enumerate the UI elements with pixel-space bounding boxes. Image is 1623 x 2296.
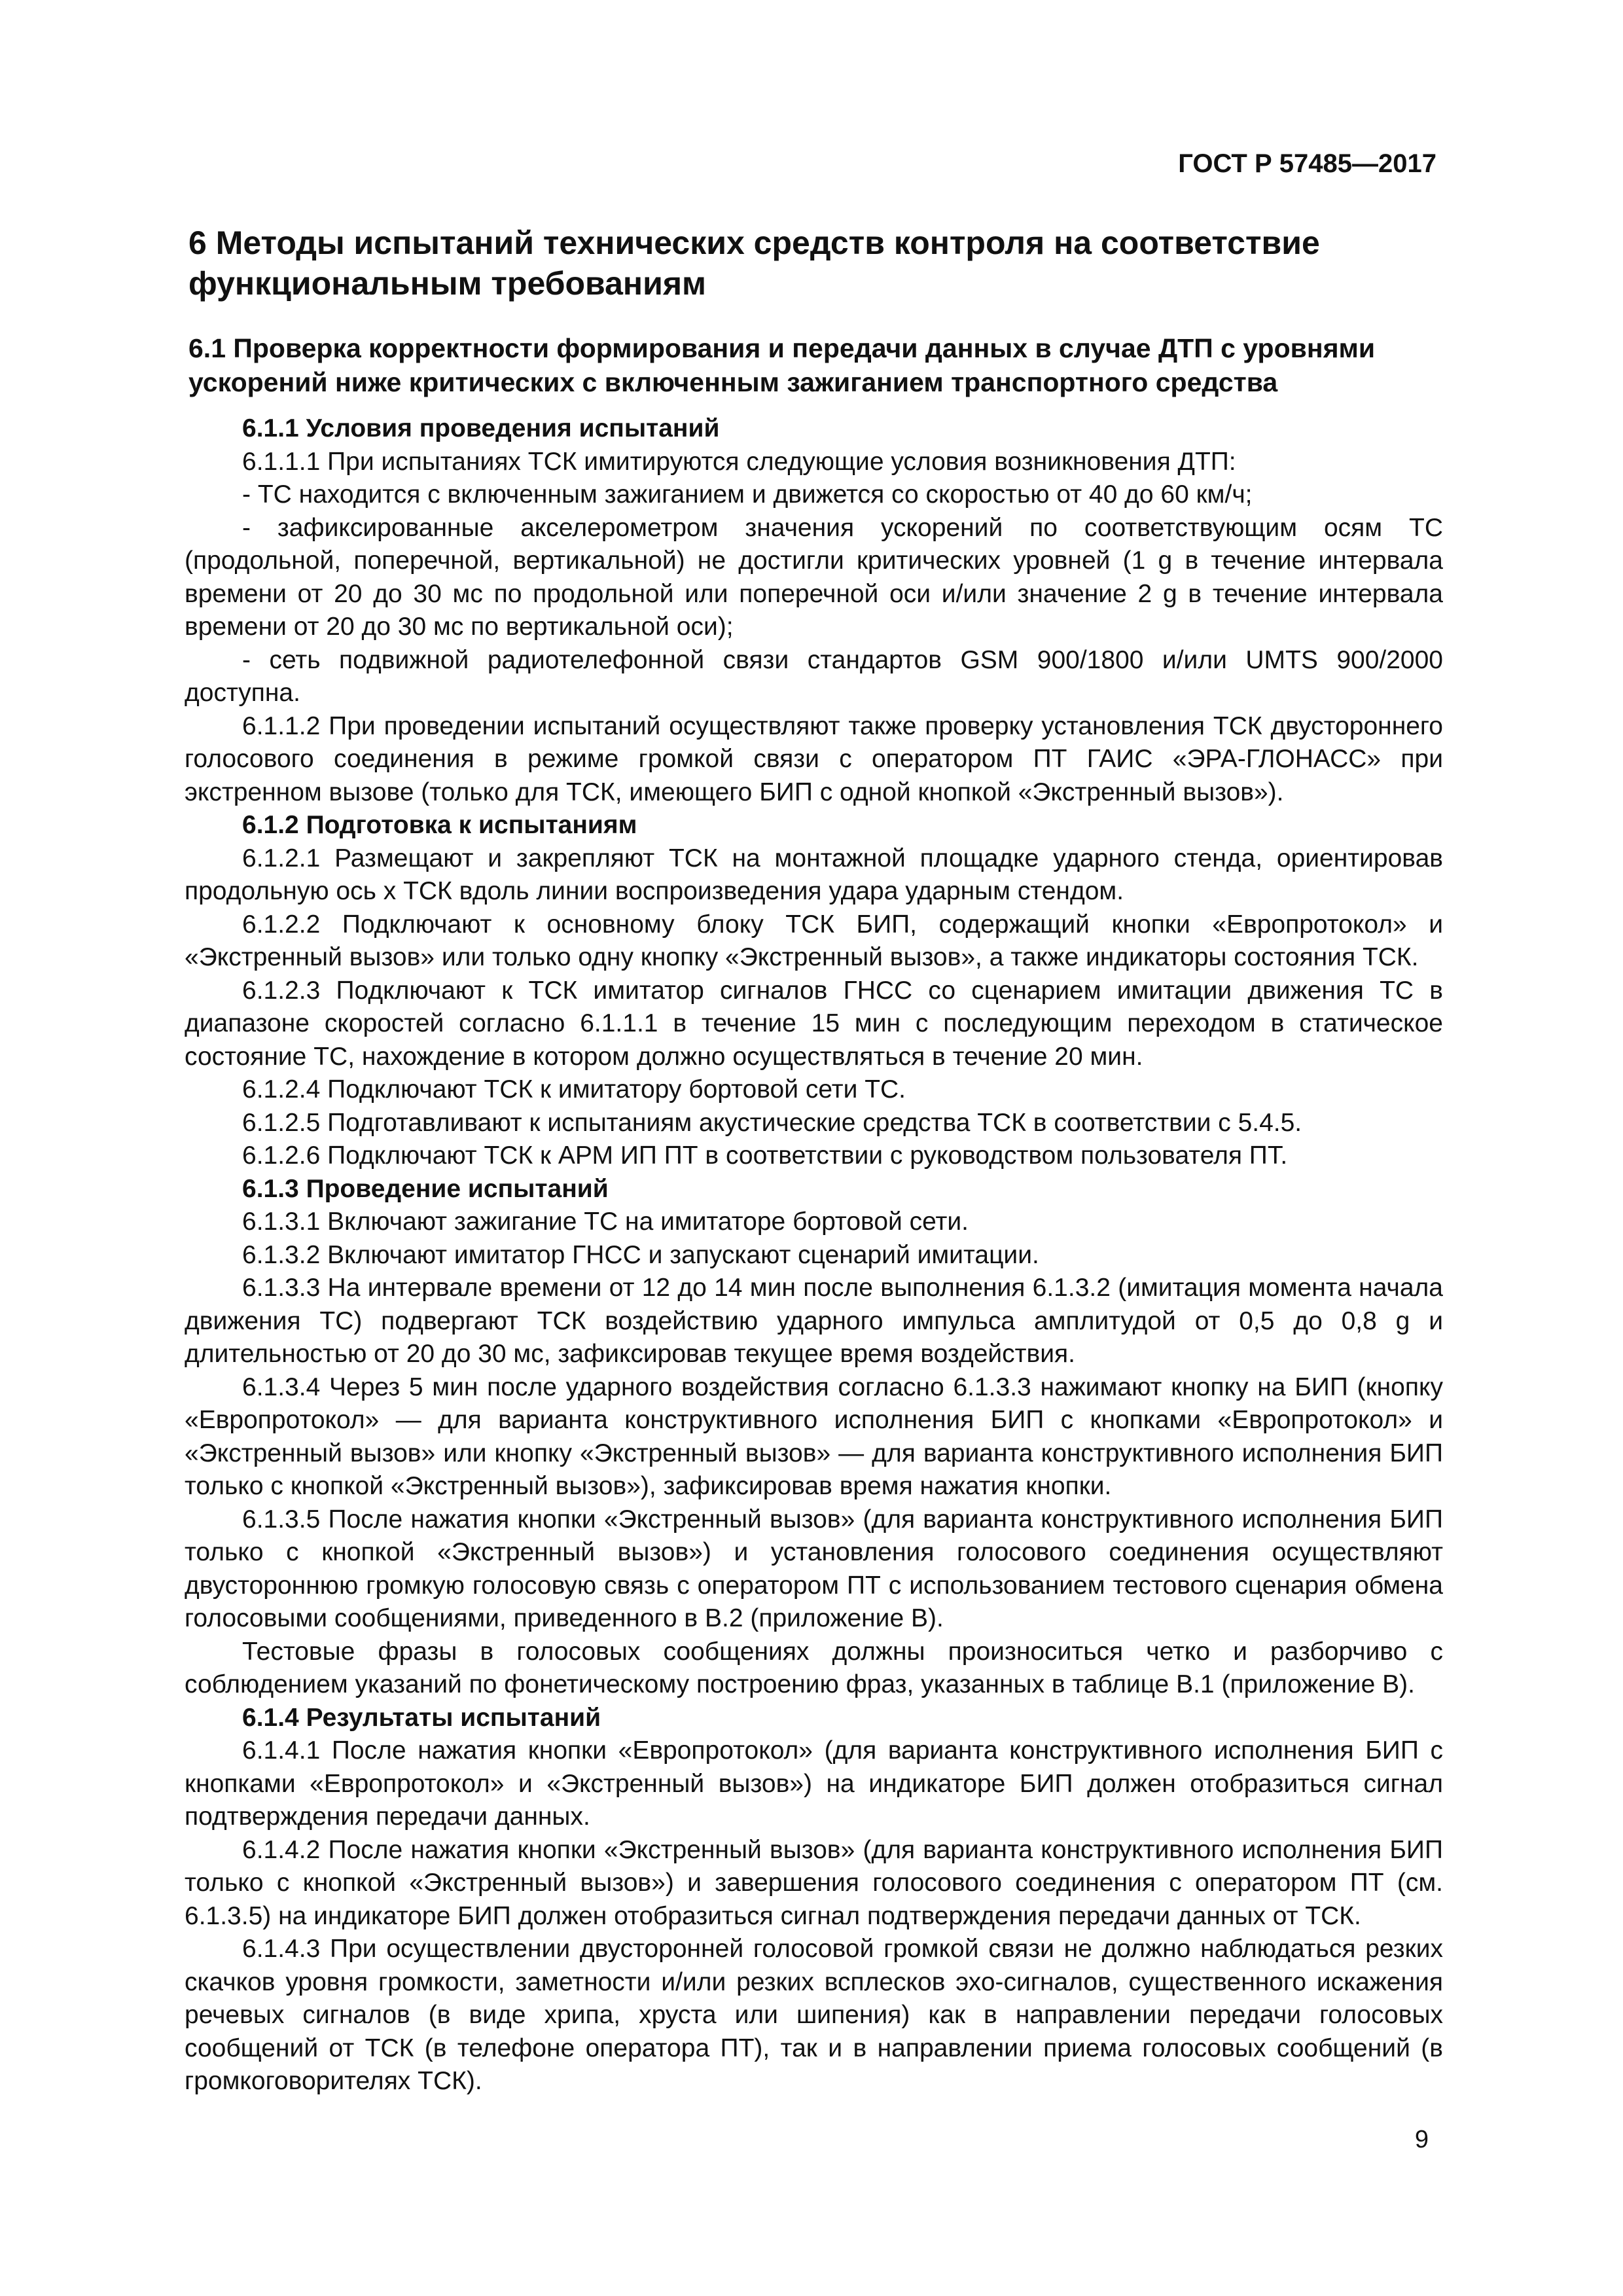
clause-heading: 6.1.4 Результаты испытаний	[242, 1703, 601, 1732]
paragraph: Тестовые фразы в голосовых сообщениях должны произноситься четко и разборчиво с соблюдением указаний по фонетическому построению фраз, указанных в таблице В.1 (приложение В).	[185, 1637, 1443, 1698]
paragraph: 6.1.3.1 Включают зажигание ТС на имитаторе бортовой сети.	[242, 1208, 969, 1236]
paragraph: 6.1.4.3 При осуществлении двусторонней голосовой громкой связи не должно наблюдаться резких скачков уровня громкости, заметности и/или резких всплесков эхо-сигналов, существенного искажения речевых сигналов (в виде хрипа, хруста или шипения) как в направлении передачи голосовых сообщений от ТСК (в телефоне оператора ПТ), так и в направлении приема голосовых сообщений (в громкоговорителях ТСК).	[185, 1935, 1443, 2095]
paragraph: 6.1.2.5 Подготавливают к испытаниям акустические средства ТСК в соответствии с 5.4.5.	[242, 1108, 1302, 1137]
clause-heading: 6.1.1 Условия проведения испытаний	[242, 414, 720, 442]
paragraph: 6.1.2.6 Подключают ТСК к АРМ ИП ПТ в соответствии с руководством пользователя ПТ.	[242, 1141, 1288, 1170]
list-item: - зафиксированные акселерометром значения ускорений по соответствующим осям ТС (продольной, поперечной, вертикальной) не достигли критических уровней (1 g в течение интервала времени от 20 до 30 мс по продольной или поперечной оси и/или значение 2 g в течение интервала времени от 20 до 30 мс по вертикальной оси);	[185, 513, 1443, 641]
paragraph: 6.1.3.3 На интервале времени от 12 до 14 мин после выполнения 6.1.3.2 (имитация момента начала движения ТС) подвергают ТСК воздействию ударного импульса амплитудой от 0,5 до 0,8 g и длительностью от 20 до 30 мс, зафиксировав текущее время воздействия.	[185, 1274, 1443, 1368]
paragraph: 6.1.1.2 При проведении испытаний осуществляют также проверку установления ТСК двустороннего голосового соединения в режиме громкой связи с оператором ПТ ГАИС «ЭРА-ГЛОНАСС» при экстренном вызове (только для ТСК, имеющего БИП с одной кнопкой «Экстренный вызов»).	[185, 711, 1443, 806]
paragraph: 6.1.2.2 Подключают к основному блоку ТСК БИП, содержащий кнопки «Европротокол» и «Экстренный вызов» или только одну кнопку «Экстренный вызов», а также индикаторы состояния ТСК.	[185, 910, 1443, 971]
paragraph: 6.1.3.5 После нажатия кнопки «Экстренный вызов» (для варианта конструктивного исполнения БИП только с кнопкой «Экстренный вызов») и установления голосового соединения осуществляют двустороннюю громкую голосовую связь с оператором ПТ с использованием тестового сценария обмена голосовыми сообщениями, приведенного в В.2 (приложение В).	[185, 1505, 1443, 1632]
paragraph: 6.1.2.3 Подключают к ТСК имитатор сигналов ГНСС со сценарием имитации движения ТС в диапазоне скоростей согласно 6.1.1.1 в течение 15 мин с последующим переходом в статическое состояние ТС, нахождение в котором должно осуществляться в течение 20 мин.	[185, 976, 1443, 1071]
document-body	[185, 223, 1443, 2098]
paragraph: 6.1.1.1 При испытаниях ТСК имитируются следующие условия возникновения ДТП:	[242, 447, 1236, 476]
clause-heading: 6.1.2 Подготовка к испытаниям	[242, 811, 637, 839]
paragraph-list	[185, 412, 1443, 2098]
list-item: - сеть подвижной радиотелефонной связи стандартов GSM 900/1800 и/или UMTS 900/2000 доступна.	[185, 645, 1443, 707]
standard-header: ГОСТ Р 57485—2017	[1178, 149, 1436, 178]
subsection-title: 6.1 Проверка корректности формирования и передачи данных в случае ДТП с уровнями ускорений ниже критических с включенным зажиганием транспортного средства	[188, 333, 1376, 397]
paragraph: 6.1.4.1 После нажатия кнопки «Европротокол» (для варианта конструктивного исполнения БИП с кнопками «Европротокол» и «Экстренный вызов») на индикаторе БИП должен отобразиться сигнал подтверждения передачи данных.	[185, 1736, 1443, 1831]
paragraph: 6.1.2.1 Размещают и закрепляют ТСК на монтажной площадке ударного стенда, ориентировав продольную ось x ТСК вдоль линии воспроизведения удара ударным стендом.	[185, 844, 1443, 905]
paragraph: 6.1.2.4 Подключают ТСК к имитатору бортовой сети ТС.	[242, 1075, 906, 1103]
clause-heading: 6.1.3 Проведение испытаний	[242, 1174, 609, 1203]
section-title: 6 Методы испытаний технических средств контроля на соответствие функциональным требованиям	[188, 224, 1320, 302]
paragraph: 6.1.3.4 Через 5 мин после ударного воздействия согласно 6.1.3.3 нажимают кнопку на БИП (кнопку «Европротокол» — для варианта конструктивного исполнения БИП с кнопками «Европротокол» и «Экстренный вызов» или кнопку «Экстренный вызов» — для варианта конструктивного исполнения БИП только с кнопкой «Экстренный вызов»), зафиксировав время нажатия кнопки.	[185, 1372, 1443, 1500]
paragraph: 6.1.3.2 Включают имитатор ГНСС и запускают сценарий имитации.	[242, 1240, 1039, 1269]
paragraph: 6.1.4.2 После нажатия кнопки «Экстренный вызов» (для варианта конструктивного исполнения БИП только с кнопкой «Экстренный вызов») и завершения голосового соединения с оператором ПТ (см. 6.1.3.5) на индикаторе БИП должен отобразиться сигнал подтверждения передачи данных от ТСК.	[185, 1835, 1443, 1930]
page-number: 9	[1414, 2126, 1429, 2153]
list-item: - ТС находится с включенным зажиганием и движется со скоростью от 40 до 60 км/ч;	[242, 480, 1253, 509]
